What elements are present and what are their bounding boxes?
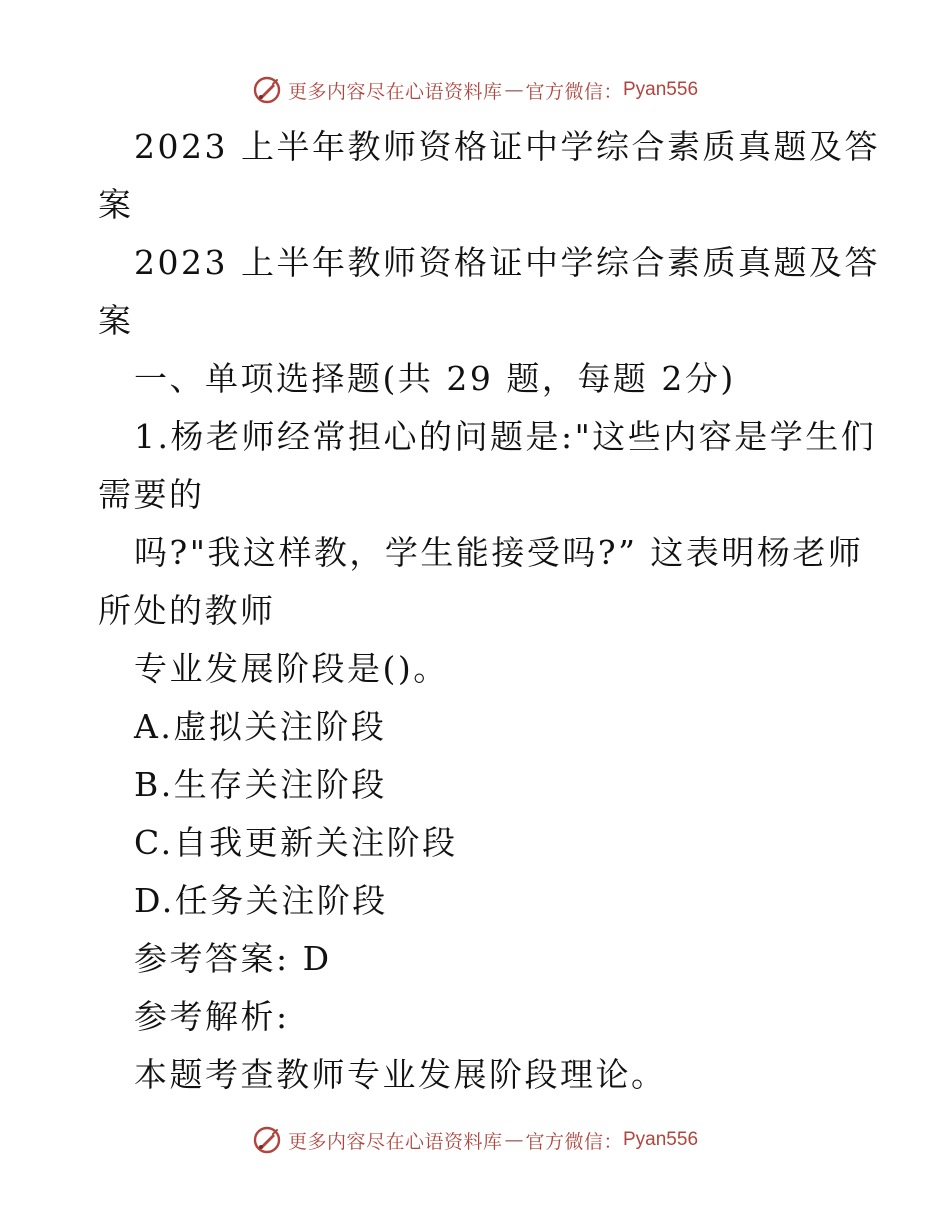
- analysis-text: 本题考查教师专业发展阶段理论。: [134, 1055, 667, 1094]
- option-a: A.虚拟关注阶段: [134, 707, 387, 746]
- watermark-wechat-id: Pyan556: [623, 79, 699, 100]
- quill-circle-icon: [252, 75, 282, 105]
- footer-watermark: [0, 1120, 950, 1160]
- watermark-official-label: 官方微信：: [525, 80, 623, 103]
- option-d: D.任务关注阶段: [134, 881, 388, 920]
- watermark-separator: —: [504, 79, 524, 101]
- question-stem: 1.杨老师经常担心的问题是:"这些内容是学生们: [134, 417, 877, 456]
- analysis-heading: 参考解析:: [134, 997, 290, 1036]
- header-watermark: [0, 70, 950, 110]
- question-stem: 需要的: [98, 475, 205, 514]
- watermark-official-label: 官方微信：: [525, 1130, 623, 1153]
- question-stem: 所处的教师: [98, 591, 276, 630]
- option-c: C.自我更新关注阶段: [134, 823, 458, 862]
- quill-circle-icon: [252, 1125, 282, 1155]
- answer-line: 参考答案: D: [134, 939, 332, 978]
- watermark-separator: —: [504, 1129, 524, 1151]
- watermark-brand-text: 更多内容尽在心语资料库: [287, 80, 503, 103]
- document-body: [98, 118, 880, 1104]
- doc-line: 案: [98, 301, 134, 340]
- watermark-brand-text: 更多内容尽在心语资料库: [287, 1130, 503, 1153]
- section-heading: 一、单项选择题(共 29 题，每题 2分): [134, 359, 736, 398]
- option-b: B.生存关注阶段: [134, 765, 387, 804]
- doc-line: 2023 上半年教师资格证中学综合素质真题及答: [134, 243, 880, 282]
- watermark-wechat-id: Pyan556: [623, 1129, 699, 1150]
- doc-line: 2023 上半年教师资格证中学综合素质真题及答: [134, 127, 880, 166]
- question-stem: 专业发展阶段是()。: [134, 649, 449, 688]
- doc-line: 案: [98, 185, 134, 224]
- question-stem: 吗?"我这样教，学生能接受吗?” 这表明杨老师: [134, 533, 864, 572]
